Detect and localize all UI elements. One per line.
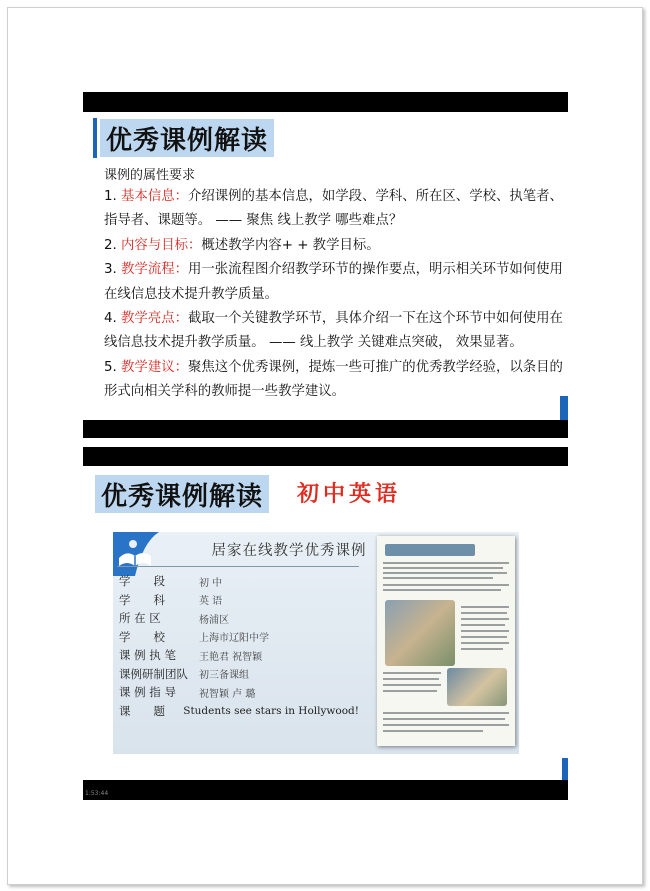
row-value: 祝智颖 卢 璐 (199, 688, 256, 700)
article-text-line (383, 718, 505, 720)
slide-1 (83, 112, 568, 420)
article-text-line (383, 730, 483, 732)
slide2-top-bar (83, 447, 568, 466)
row-value: 杨浦区 (199, 614, 229, 626)
row-value: 上海市辽阳中学 (199, 633, 269, 645)
row-label: 所 在 区 (119, 611, 161, 626)
item-key: 内容与目标： (121, 237, 202, 253)
table-row (119, 665, 359, 684)
item-text: 聚焦这个优秀课例，提炼一些可推广的优秀教学经验，以条目的形式向相关学科的教师提一些教学建议。 (104, 359, 563, 400)
list-item (104, 356, 566, 405)
book-logo-icon (113, 532, 163, 576)
case-info-panel (113, 532, 519, 754)
item-key: 基本信息： (121, 189, 188, 204)
article-text-line (383, 690, 437, 692)
article-text-line (383, 572, 507, 574)
table-row (119, 609, 359, 628)
row-value: 王艳君 祝智颖 (199, 651, 263, 663)
slide2-corner-tab (562, 758, 568, 780)
item-key: 教学建议： (121, 359, 188, 375)
article-text-line (383, 567, 503, 569)
row-value: 英 语 (199, 596, 223, 608)
article-text-line (383, 678, 439, 680)
item-text: 概述教学内容+ + 教学目标。 (201, 237, 380, 253)
row-label: 学 段 (119, 574, 165, 589)
case-info-table (119, 572, 359, 720)
row-label: 学 校 (119, 629, 165, 644)
table-row (119, 683, 359, 702)
slide1-top-bar (83, 92, 568, 112)
slide-2 (83, 466, 568, 780)
table-row (119, 591, 359, 610)
item-key: 教学流程： (121, 262, 188, 278)
slide2-title: 优秀课例解读 (101, 481, 264, 512)
item-number: 5. (104, 359, 117, 375)
item-number: 3. (104, 262, 117, 278)
item-number: 4. (104, 311, 117, 327)
article-text-line (461, 630, 509, 632)
article-page-image (377, 536, 515, 746)
panel-title: 居家在线教学优秀课例 (211, 543, 367, 559)
list-item (104, 307, 566, 356)
attribute-list (104, 185, 566, 405)
item-key: 教学亮点： (121, 311, 188, 327)
article-banner (385, 544, 475, 556)
item-number: 2. (104, 237, 117, 253)
article-text-line (383, 672, 441, 674)
row-label: 学 科 (119, 592, 165, 607)
table-row (119, 628, 359, 647)
article-text-line (383, 684, 441, 686)
article-text-line (383, 584, 509, 586)
slide1-title-box (100, 119, 274, 157)
article-text-line (461, 648, 503, 650)
table-row (119, 702, 359, 721)
video-timestamp: 1:53:44 (85, 790, 109, 797)
article-text-line (461, 636, 507, 638)
article-text-line (461, 606, 509, 608)
slide1-corner-tab (560, 396, 568, 420)
row-label: 课 例 指 导 (119, 685, 176, 700)
table-row (119, 646, 359, 665)
attribute-subheading: 课例的属性要求 (104, 168, 196, 183)
article-illustration (447, 668, 507, 706)
panel-divider (117, 566, 359, 567)
slide1-bottom-bar (83, 420, 568, 438)
slide2-bottom-bar (83, 780, 568, 800)
row-value: 初 中 (199, 577, 223, 589)
list-item (104, 185, 566, 234)
list-item (104, 258, 566, 307)
item-text: 截取一个关键教学环节，具体介绍一下在这个环节中如何使用在线信息技术提升教学质量。 —— 线上教学 关键难点突破， 效果显著。 (104, 311, 563, 351)
article-text-line (461, 624, 505, 626)
article-text-line (383, 589, 501, 591)
item-number: 1. (104, 189, 117, 204)
slide2-title-box (95, 475, 269, 513)
article-text-line (383, 562, 509, 564)
article-text-line (383, 712, 509, 714)
row-value: Students see stars in Hollywood! (183, 704, 359, 717)
row-label: 课 例 执 笔 (119, 648, 176, 663)
article-text-line (461, 642, 509, 644)
article-text-line (383, 577, 493, 579)
article-illustration (385, 600, 455, 666)
list-item (104, 234, 566, 258)
slide1-title: 优秀课例解读 (106, 125, 269, 156)
table-row (119, 572, 359, 591)
article-text-line (461, 612, 507, 614)
row-label: 课 题 (119, 703, 165, 718)
item-text: 介绍课例的基本信息，如学段、学科、所在区、学校、执笔者、指导者、课题等。 —— 聚焦 线上教学 哪些难点？ (104, 189, 563, 229)
article-text-line (461, 618, 509, 620)
row-label: 课例研制团队 (119, 666, 188, 681)
row-value: 初三备课组 (199, 670, 249, 682)
item-text: 用一张流程图介绍教学环节的操作要点，明示相关环节如何使用在线信息技术提升教学质量。 (104, 262, 563, 302)
subject-label: 初中英语 (297, 481, 402, 507)
article-text-line (383, 724, 509, 726)
title-accent-bar (93, 118, 97, 158)
